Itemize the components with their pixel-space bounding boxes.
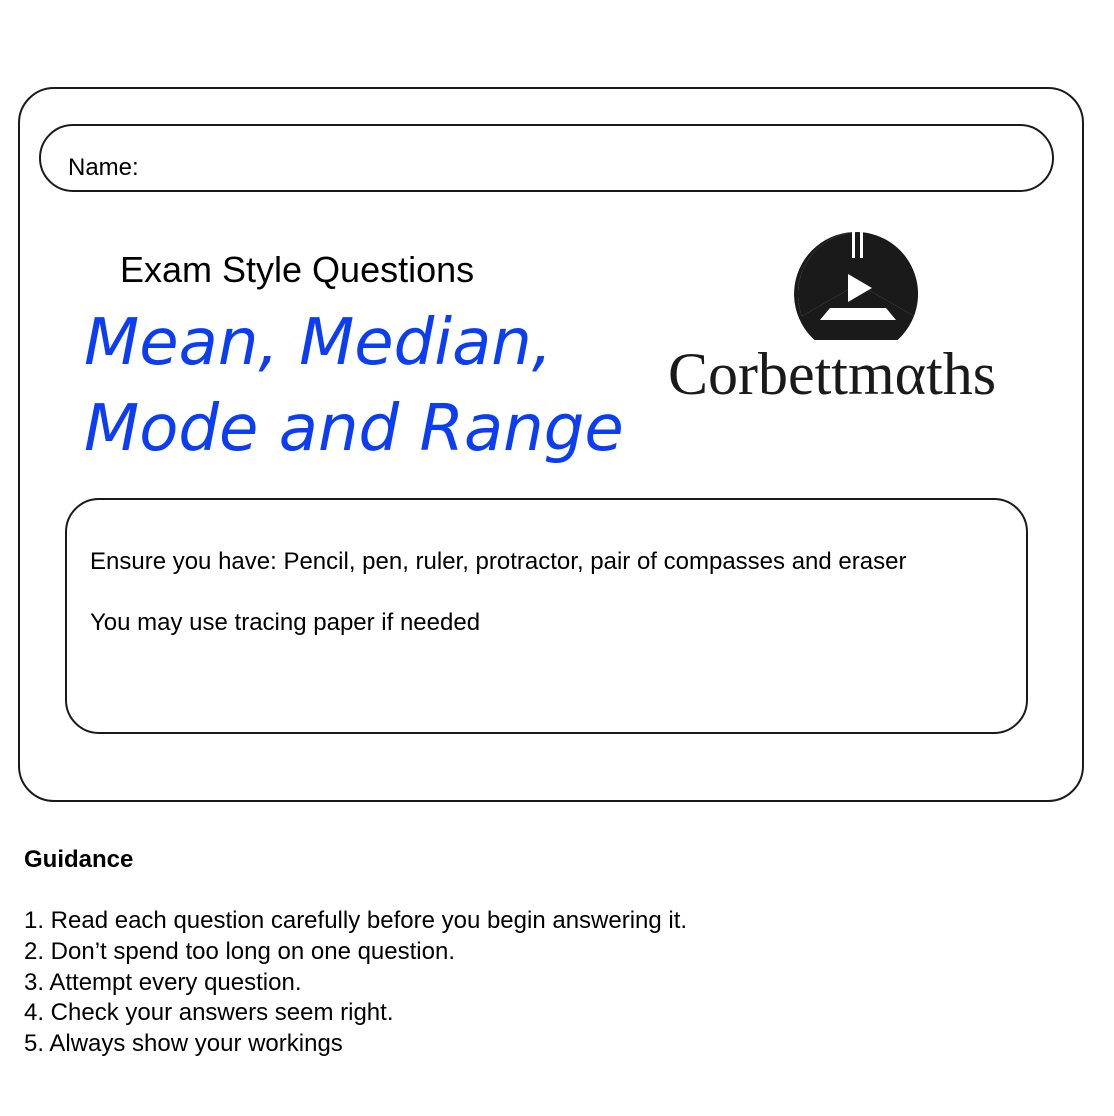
topic-title-line-1: Mean, Median, bbox=[84, 306, 553, 380]
guidance-item: 5. Always show your workings bbox=[24, 1030, 343, 1058]
guidance-item: 3. Attempt every question. bbox=[24, 968, 302, 996]
tracing-paper-line: You may use tracing paper if needed bbox=[90, 609, 481, 636]
corbettmaths-logo bbox=[668, 222, 1033, 412]
corbettmaths-wordmark: Corbettmαths bbox=[668, 341, 997, 407]
topic-title bbox=[84, 300, 624, 472]
guidance-item: 1. Read each question carefully before you begin answering it. bbox=[24, 907, 688, 934]
name-field-box[interactable] bbox=[39, 124, 1054, 192]
guidance-item: 4. Check your answers seem right. bbox=[24, 999, 394, 1027]
exam-style-label: Exam Style Questions bbox=[120, 249, 475, 290]
topic-title-line-2: Mode and Range bbox=[84, 392, 624, 466]
equipment-line: Ensure you have: Pencil, pen, ruler, protractor, pair of compasses and eraser bbox=[90, 548, 907, 575]
guidance-list bbox=[24, 906, 687, 1060]
guidance-heading: Guidance bbox=[24, 846, 134, 873]
corbettmaths-logo-icon bbox=[790, 224, 926, 340]
name-label: Name: bbox=[68, 154, 139, 181]
guidance-item: 2. Don’t spend too long on one question. bbox=[24, 937, 455, 965]
